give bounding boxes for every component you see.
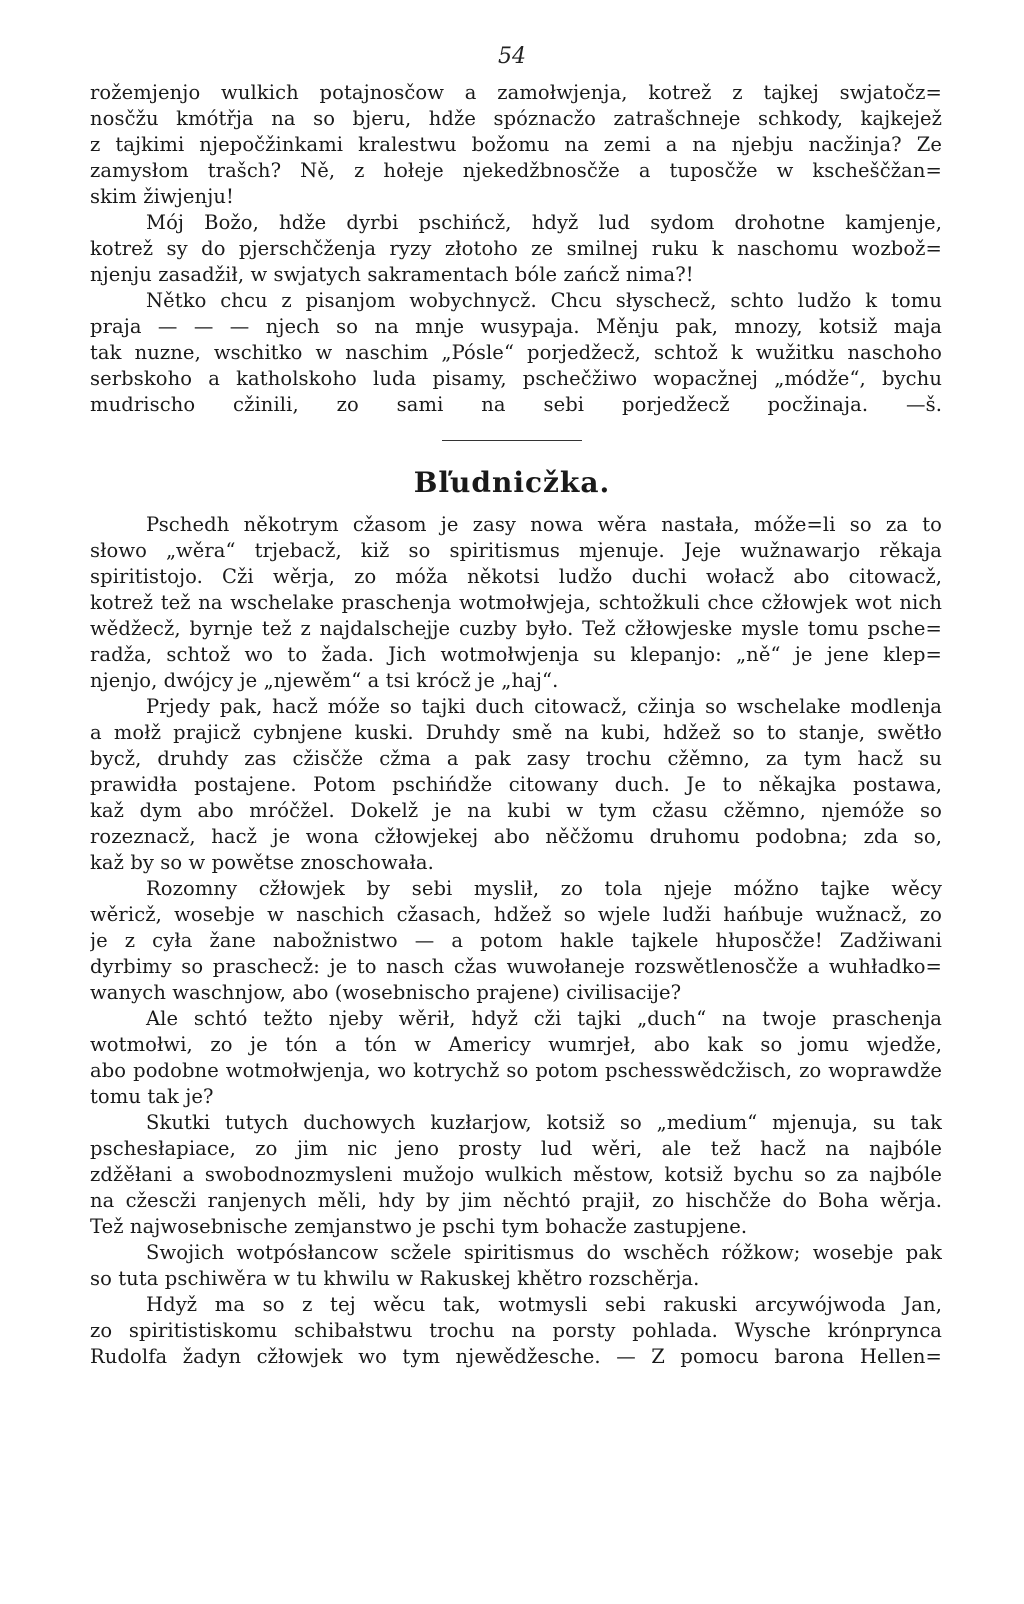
text-line: njenju zasadžił, w swjatych sakramentach bóle zańcž nima?! — [90, 263, 694, 286]
text-line: Swojich wotpósłancow scžele spiritismus do wschěch róžkow; wosebje pak — [146, 1241, 942, 1264]
text-line: pschesłapiace, zo jim nic jeno prosty lud wěri, ale tež hacž na najbóle — [90, 1137, 942, 1160]
text-line: a mołž prajicž cybnjene kuski. Druhdy smě na kubi, hdžež so to stanje, swětło — [90, 721, 942, 744]
section-heading: Bľudnicžka. — [413, 466, 611, 499]
text-line: rozeznacž, hacž je wona cžłowjekej abo něčžomu druhomu podobna; zda so, — [90, 825, 942, 848]
text-line: słowo „wěra“ trjebacž, kiž so spiritismus mjenuje. Jeje wužnawarjo rěkaja — [90, 539, 942, 562]
text-line: z tajkimi njepočžinkami kralestwu božomu na zemi a na njebju nacžinja? Ze — [90, 133, 942, 156]
text-line: na cžescži ranjenych měli, hdy by jim něchtó prajił, zo hischčže do Boha wěrja. — [90, 1189, 942, 1212]
text-line: Rudolfa žadyn cžłowjek wo tym njewědžesche. — Z pomocu barona Hellen= — [90, 1345, 942, 1368]
text-line: Prjedy pak, hacž móže so tajki duch citowacž, cžinja so wschelake modlenja — [146, 695, 942, 718]
text-line: spiritistojo. Cži wěrja, zo móža někotsi ludžo duchi wołacž abo citowacž, — [90, 565, 942, 588]
text-line: Mój Božo, hdže dyrbi pschińcž, hdyž lud sydom drohotne kamjenje, — [146, 211, 942, 234]
text-line: Tež najwosebnische zemjanstwo je pschi tym bohacže zastupjene. — [90, 1215, 748, 1238]
text-line: njenjo, dwójcy je „njewěm“ a tsi krócž je „haj“. — [90, 669, 559, 692]
text-line: Hdyž ma so z tej wěcu tak, wotmysli sebi rakuski arcywójwoda Jan, — [146, 1293, 942, 1316]
text-line: je z cyła žane nabožnistwo — a potom hakle tajkele hłuposčže! Zadžiwani — [90, 929, 942, 952]
text-line: Pschedh někotrym cžasom je zasy nowa wěra nastała, móže=li so za to — [146, 513, 942, 536]
text-line: kotrež tež na wschelake praschenja wotmołwjeja, schtožkuli chce cžłowjek wot nich — [90, 591, 942, 614]
text-line: abo podobne wotmołwjenja, wo kotrychž so potom pschesswědcžisch, zo woprawdže — [90, 1059, 942, 1082]
section-divider — [442, 440, 582, 441]
text-line: zdžěłani a swobodnozmysleni mužojo wulkich městow, kotsiž bychu so za najbóle — [90, 1163, 942, 1186]
text-line: nosčžu kmótřja na so bjeru, hdže spóznacžo zatrašchneje schkody, kajkejež — [90, 107, 942, 130]
text-line: rožemjenjo wulkich potajnosčow a zamołwjenja, kotrež z tajkej swjatočz= — [90, 81, 942, 104]
text-line: wanych waschnjow, abo (wosebnischo prajene) civilisacije? — [90, 981, 682, 1004]
text-line: wěricž, wosebje w naschich cžasach, hdžež so wjele ludži hańbuje wužnacž, zo — [90, 903, 942, 926]
text-line: bycž, druhdy zas cžisčže cžma a pak zasy trochu cžěmno, za tym hacž su — [90, 747, 942, 770]
text-line: zamysłom trašch? Ně, z hołeje njekedžbnosčže a tuposčže w kscheščžan= — [90, 159, 942, 182]
text-line: dyrbimy so praschecž: je to nasch cžas wuwołaneje rozswětlenosčže a wuhładko= — [90, 955, 942, 978]
text-line: radža, schtož wo to žada. Jich wotmołwjenja su klepanjo: „ně“ je jene klep= — [90, 643, 942, 666]
page-number: 54 — [498, 44, 526, 69]
text-line: praja — — — njech so na mnje wusypaja. Měnju pak, mnozy, kotsiž maja — [90, 315, 942, 338]
text-line: kaž by so w powětse znoschowała. — [90, 851, 434, 874]
text-line: so tuta pschiwěra w tu khwilu w Rakuskej khětro rozschěrja. — [90, 1267, 700, 1290]
text-line: wotmołwi, zo je tón a tón w Americy wumrjeł, abo kak so jomu wjedže, — [90, 1033, 942, 1056]
text-line: serbskoho a katholskoho luda pisamy, pschečžiwo wopacžnej „módže“, bychu — [90, 367, 942, 390]
text-line: mudrischo cžinili, zo sami na sebi porjedžecž pocžinaja. —š. — [90, 393, 942, 416]
text-line: Skutki tutych duchowych kuzłarjow, kotsiž so „medium“ mjenuja, su tak — [146, 1111, 942, 1134]
text-line: Nětko chcu z pisanjom wobychnycž. Chcu słyschecž, schto ludžo k tomu — [146, 289, 942, 312]
text-line: tak nuzne, wschitko w naschim „Pósle“ porjedžecž, schtož k wužitku naschoho — [90, 341, 942, 364]
text-line: skim žiwjenju! — [90, 185, 234, 208]
text-line: kotrež sy do pjerschčženja ryzy złotoho ze smilnej ruku k naschomu wozbož= — [90, 237, 942, 260]
text-line: wědžecž, byrnje tež z najdalschejje cuzby było. Tež cžłowjeske mysle tomu psche= — [90, 617, 942, 640]
text-line: tomu tak je? — [90, 1085, 214, 1108]
text-line: Ale schtó težto njeby wěrił, hdyž cži tajki „duch“ na twoje praschenja — [146, 1007, 942, 1030]
text-line: zo spiritistiskomu schibałstwu trochu na porsty pohlada. Wysche krónprynca — [90, 1319, 942, 1342]
text-line: Rozomny cžłowjek by sebi myslił, zo tola njeje móžno tajke wěcy — [146, 877, 942, 900]
text-line: kaž dym abo mróčžel. Dokelž je na kubi w tym cžasu cžěmno, njemóže so — [90, 799, 942, 822]
text-line: prawidła postajene. Potom pschińdže citowany duch. Je to někajka postawa, — [90, 773, 942, 796]
